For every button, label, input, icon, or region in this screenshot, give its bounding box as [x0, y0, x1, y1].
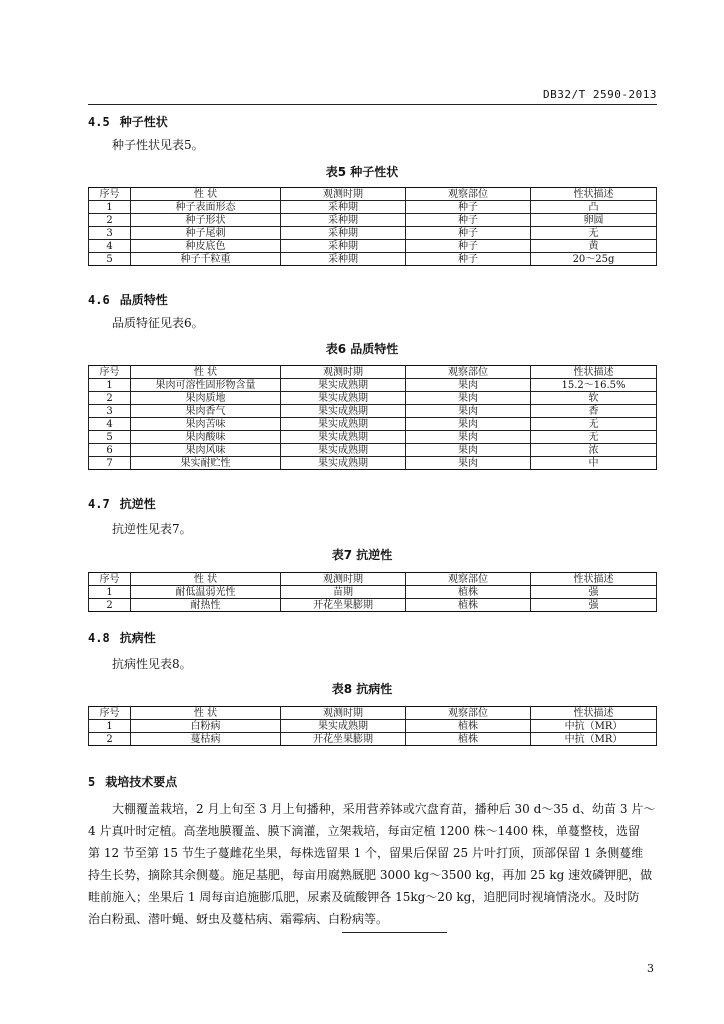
- table-row: [89, 586, 657, 599]
- table-cell: 果实成熟期: [281, 444, 406, 457]
- table-cell: 6: [89, 444, 131, 457]
- section-number: 4.7: [88, 497, 110, 511]
- table-cell: 果实成熟期: [281, 457, 406, 470]
- section-heading: [88, 773, 177, 790]
- column-header: 性 状: [131, 707, 281, 720]
- section-number: 5: [88, 775, 96, 789]
- table-cell: 植株: [406, 733, 531, 746]
- table-cell: 果肉可溶性固形物含量: [131, 379, 281, 392]
- table-cell: 采种期: [281, 201, 406, 214]
- table-cell: 果实成熟期: [281, 418, 406, 431]
- column-header: 序号: [89, 707, 131, 720]
- table-cell: 4: [89, 240, 131, 253]
- table-cell: 黄: [531, 240, 657, 253]
- column-header: 序号: [89, 188, 131, 201]
- table-cell: 果肉香气: [131, 405, 281, 418]
- table-seed-traits: [88, 187, 657, 266]
- table-cell: 2: [89, 733, 131, 746]
- table-cell: 果实成熟期: [281, 720, 406, 733]
- table-row: [89, 418, 657, 431]
- column-header: 序号: [89, 573, 131, 586]
- table-cell: 无: [531, 227, 657, 240]
- table-row: [89, 457, 657, 470]
- table-row: [89, 444, 657, 457]
- table-cell: 植株: [406, 720, 531, 733]
- table-cell: 1: [89, 201, 131, 214]
- table-row: [89, 214, 657, 227]
- table-cell: 果肉: [406, 405, 531, 418]
- table-caption: 表6 品质特性: [325, 342, 399, 356]
- section-intro: 品质特征见表6。: [112, 316, 204, 330]
- column-header: 性状描述: [531, 188, 657, 201]
- paragraph-line: 持生长势，摘除其余侧蔓。施足基肥，每亩用腐熟厩肥 3000 kg～3500 kg，再加 25 kg 速效磷钾肥，做: [88, 868, 653, 882]
- table-cell: 果肉: [406, 444, 531, 457]
- section-number: 4.5: [88, 115, 110, 129]
- column-header: 性状描述: [531, 707, 657, 720]
- column-header: 观测时期: [281, 366, 406, 379]
- document-code: DB32/T 2590-2013: [543, 88, 657, 101]
- table-cell: 蔓枯病: [131, 733, 281, 746]
- table-cell: 强: [531, 586, 657, 599]
- table-cell: 香: [531, 405, 657, 418]
- table-cell: 2: [89, 214, 131, 227]
- table-row: [89, 405, 657, 418]
- table-row: [89, 379, 657, 392]
- table-row: [89, 392, 657, 405]
- table-cell: 5: [89, 253, 131, 266]
- table-row: [89, 201, 657, 214]
- table-cell: 种子千粒重: [131, 253, 281, 266]
- table-header-row: [89, 366, 657, 379]
- table-header-row: [89, 707, 657, 720]
- table-cell: 强: [531, 599, 657, 612]
- table-cell: 2: [89, 599, 131, 612]
- table-cell: 3: [89, 405, 131, 418]
- table-cell: 植株: [406, 599, 531, 612]
- table-cell: 果实成熟期: [281, 405, 406, 418]
- column-header: 序号: [89, 366, 131, 379]
- section-number: 4.6: [88, 293, 110, 307]
- section-number: 4.8: [88, 631, 110, 645]
- table-cell: 1: [89, 379, 131, 392]
- table-cell: 果肉质地: [131, 392, 281, 405]
- table-row: [89, 253, 657, 266]
- table-cell: 果肉风味: [131, 444, 281, 457]
- page-number: 3: [647, 962, 654, 975]
- column-header: 观测时期: [281, 573, 406, 586]
- column-header: 性 状: [131, 366, 281, 379]
- table-header-row: [89, 573, 657, 586]
- section-heading: [88, 495, 156, 512]
- table-cell: 软: [531, 392, 657, 405]
- table-caption: 表5 种子性状: [325, 165, 399, 179]
- section-heading: [88, 291, 168, 308]
- table-row: [89, 733, 657, 746]
- column-header: 观测时期: [281, 188, 406, 201]
- table-quality-traits: [88, 365, 657, 470]
- table-cell: 种子: [406, 240, 531, 253]
- table-cell: 开花坐果膨期: [281, 733, 406, 746]
- table-cell: 20～25g: [531, 253, 657, 266]
- section-title: 品质特性: [119, 293, 168, 307]
- table-row: [89, 720, 657, 733]
- table-cell: 耐低温弱光性: [131, 586, 281, 599]
- table-cell: 果肉: [406, 431, 531, 444]
- paragraph-line: 治白粉虱、潜叶蝇、蚜虫及蔓枯病、霜霉病、白粉病等。: [88, 912, 389, 926]
- table-caption: 表7 抗逆性: [331, 548, 393, 562]
- table-cell: 凸: [531, 201, 657, 214]
- table-cell: 种子: [406, 227, 531, 240]
- table-cell: 果肉: [406, 418, 531, 431]
- table-cell: 无: [531, 431, 657, 444]
- column-header: 性 状: [131, 573, 281, 586]
- table-cell: 果实成熟期: [281, 431, 406, 444]
- table-cell: 5: [89, 431, 131, 444]
- table-cell: 中: [531, 457, 657, 470]
- table-row: [89, 227, 657, 240]
- table-cell: 种皮底色: [131, 240, 281, 253]
- section-intro: 抗病性见表8。: [112, 657, 192, 671]
- table-cell: 15.2～16.5%: [531, 379, 657, 392]
- table-cell: 采种期: [281, 253, 406, 266]
- table-cell: 果肉: [406, 457, 531, 470]
- section-title: 栽培技术要点: [105, 775, 178, 789]
- column-header: 观察部位: [406, 573, 531, 586]
- table-cell: 7: [89, 457, 131, 470]
- table-cell: 种子: [406, 214, 531, 227]
- table-cell: 采种期: [281, 227, 406, 240]
- table-header-row: [89, 188, 657, 201]
- table-row: [89, 431, 657, 444]
- column-header: 观测时期: [281, 707, 406, 720]
- table-cell: 种子: [406, 253, 531, 266]
- table-cell: 果实耐贮性: [131, 457, 281, 470]
- section-intro: 抗逆性见表7。: [112, 522, 192, 536]
- table-cell: 开花坐果膨期: [281, 599, 406, 612]
- section-heading: [88, 113, 168, 130]
- column-header: 观察部位: [406, 188, 531, 201]
- table-cell: 果肉酸味: [131, 431, 281, 444]
- table-cell: 1: [89, 720, 131, 733]
- end-rule: [342, 932, 447, 933]
- table-cell: 3: [89, 227, 131, 240]
- table-cell: 植株: [406, 586, 531, 599]
- table-row: [89, 240, 657, 253]
- column-header: 性状描述: [531, 366, 657, 379]
- table-cell: 果实成熟期: [281, 392, 406, 405]
- section-heading: [88, 629, 156, 646]
- table-cell: 中抗（MR）: [531, 720, 657, 733]
- table-cell: 果肉: [406, 379, 531, 392]
- paragraph-line: 4 片真叶时定植。高垄地膜覆盖、膜下滴灌，立架栽培，每亩定植 1200 株～1400 株，单蔓整枝，选留: [88, 824, 640, 838]
- table-cell: 苗期: [281, 586, 406, 599]
- table-cell: 中抗（MR）: [531, 733, 657, 746]
- table-cell: 白粉病: [131, 720, 281, 733]
- table-cell: 种子形状: [131, 214, 281, 227]
- cultivation-paragraph: [88, 798, 656, 930]
- paragraph-line: 大棚覆盖栽培，2 月上旬至 3 月上旬播种，采用营养钵或穴盘育苗，播种后 30 d～35 d、幼苗 3 片～: [112, 802, 656, 816]
- column-header: 性 状: [131, 188, 281, 201]
- column-header: 观察部位: [406, 366, 531, 379]
- column-header: 性状描述: [531, 573, 657, 586]
- table-cell: 果肉: [406, 392, 531, 405]
- table-cell: 采种期: [281, 214, 406, 227]
- column-header: 观察部位: [406, 707, 531, 720]
- table-cell: 4: [89, 418, 131, 431]
- table-cell: 卵圆: [531, 214, 657, 227]
- header-divider: [88, 104, 657, 105]
- table-row: [89, 599, 657, 612]
- table-cell: 种子表面形态: [131, 201, 281, 214]
- paragraph-line: 第 12 节至第 15 节生子蔓雌花坐果，每株选留果 1 个，留果后保留 25 片叶打顶，顶部保留 1 条侧蔓维: [88, 846, 644, 860]
- table-cell: 采种期: [281, 240, 406, 253]
- table-cell: 无: [531, 418, 657, 431]
- paragraph-line: 畦前施入；坐果后 1 周每亩追施膨瓜肥，尿素及硫酸钾各 15kg～20 kg，追肥同时视墒情浇水。及时防: [88, 890, 640, 904]
- section-title: 抗病性: [119, 631, 156, 645]
- table-cell: 2: [89, 392, 131, 405]
- table-cell: 果肉苦味: [131, 418, 281, 431]
- table-stress-resistance: [88, 572, 657, 612]
- table-caption: 表8 抗病性: [331, 682, 393, 696]
- section-intro: 种子性状见表5。: [112, 138, 204, 152]
- table-cell: 种子尾刺: [131, 227, 281, 240]
- table-cell: 1: [89, 586, 131, 599]
- table-cell: 耐热性: [131, 599, 281, 612]
- table-cell: 种子: [406, 201, 531, 214]
- table-cell: 果实成熟期: [281, 379, 406, 392]
- section-title: 种子性状: [119, 115, 168, 129]
- table-cell: 浓: [531, 444, 657, 457]
- table-disease-resistance: [88, 706, 657, 746]
- section-title: 抗逆性: [119, 497, 156, 511]
